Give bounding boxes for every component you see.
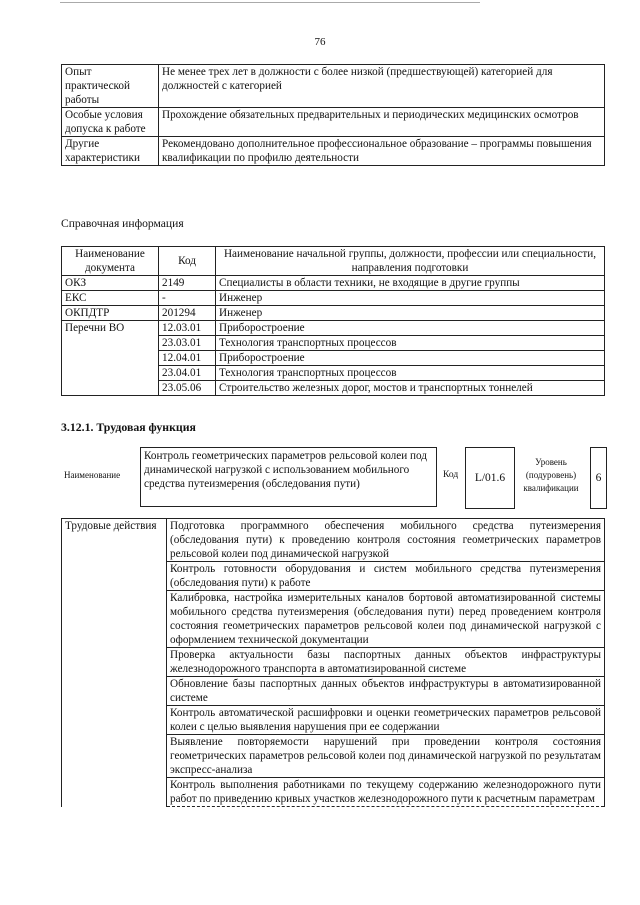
reference-caption: Справочная информация [61, 217, 184, 230]
top-rule [60, 2, 480, 3]
cell-name: Приборостроение [216, 321, 605, 336]
row-label: Опыт практической работы [62, 65, 159, 108]
table-row [62, 336, 605, 351]
action-item: Контроль выполнения работниками по текущему содержанию железнодорожного пути работ по приведению кривых участков железнодорожного пути к расчетным параметрам [167, 778, 605, 807]
labour-actions-table [61, 518, 605, 807]
page-number: 76 [314, 36, 326, 48]
cell-doc [62, 351, 159, 366]
cell-code: 201294 [159, 306, 216, 321]
function-name-box: Контроль геометрических параметров рельсовой колеи под динамической нагрузкой с использованием мобильного средства путеизмерения (обследования пути) [140, 447, 437, 507]
function-code-box: L/01.6 [465, 447, 515, 509]
qualification-level-box: 6 [590, 447, 607, 509]
cell-name: Инженер [216, 291, 605, 306]
table-row [62, 291, 605, 306]
header-name: Наименование начальной группы, должности, профессии или специальности, направления подготовки [216, 247, 605, 276]
cell-doc [62, 381, 159, 396]
action-item: Контроль автоматической расшифровки и оценки геометрических параметров рельсовой колеи с целью выявления нарушения при ее содержании [167, 706, 605, 735]
row-value: Прохождение обязательных предварительных и периодических медицинских осмотров [159, 108, 605, 137]
cell-doc: ОКПДТР [62, 306, 159, 321]
row-label: Особые условия допуска к работе [62, 108, 159, 137]
table-row [62, 65, 605, 108]
header-code: Код [159, 247, 216, 276]
cell-doc [62, 366, 159, 381]
action-item: Контроль готовности оборудования и систем мобильного средства путеизмерения (обследования пути) к работе [167, 562, 605, 591]
actions-label: Трудовые действия [62, 519, 167, 807]
function-name-label: Наименование [64, 470, 121, 480]
table-row [62, 306, 605, 321]
cell-doc: ЕКС [62, 291, 159, 306]
row-label: Другие характеристики [62, 137, 159, 166]
row-value: Не менее трех лет в должности с более низкой (предшествующей) категорией для должностей с категорией [159, 65, 605, 108]
row-value: Рекомендовано дополнительное профессиональное образование – программы повышения квалификации по профилю деятельности [159, 137, 605, 166]
table-row [62, 321, 605, 336]
cell-name: Приборостроение [216, 351, 605, 366]
cell-name: Технология транспортных процессов [216, 336, 605, 351]
function-code-label: Код [443, 470, 459, 480]
table-row [62, 351, 605, 366]
header-doc: Наименование документа [62, 247, 159, 276]
table-row [62, 137, 605, 166]
table-row [62, 519, 605, 562]
qualification-level-label: Уровень (подуровень) квалификации [523, 457, 579, 493]
cell-code: 12.04.01 [159, 351, 216, 366]
section-heading: 3.12.1. Трудовая функция [61, 420, 196, 434]
cell-name: Строительство железных дорог, мостов и транспортных тоннелей [216, 381, 605, 396]
table-row [62, 366, 605, 381]
cell-code: 23.04.01 [159, 366, 216, 381]
cell-name: Инженер [216, 306, 605, 321]
cell-doc: ОКЗ [62, 276, 159, 291]
action-item: Выявление повторяемости нарушений при проведении контроля состояния геометрических параметров рельсовой колеи под динамической нагрузкой по результатам экспресс-анализа [167, 735, 605, 778]
table-row [62, 276, 605, 291]
cell-code: 23.03.01 [159, 336, 216, 351]
action-item: Проверка актуальности базы паспортных данных объектов инфраструктуры железнодорожного транспорта в автоматизированной системе [167, 648, 605, 677]
cell-code: - [159, 291, 216, 306]
action-item: Калибровка, настройка измерительных каналов бортовой автоматизированной системы мобильного средства путеизмерения (обследования пути) перед проведением контроля состояния геометрических параметров рельсовой колеи под динамической нагрузкой с оформлением технической документации [167, 591, 605, 648]
cell-doc: Перечни ВО [62, 321, 159, 336]
table-header-row [62, 247, 605, 276]
cell-doc [62, 336, 159, 351]
reference-table [61, 246, 605, 396]
table-row [62, 108, 605, 137]
action-item: Подготовка программного обеспечения мобильного средства путеизмерения (обследования пути) к проведению контроля состояния геометрических параметров рельсовой колеи под динамической нагрузкой [167, 519, 605, 562]
cell-code: 12.03.01 [159, 321, 216, 336]
table-row [62, 381, 605, 396]
cell-code: 23.05.06 [159, 381, 216, 396]
action-item: Обновление базы паспортных данных объектов инфраструктуры в автоматизированной системе [167, 677, 605, 706]
cell-code: 2149 [159, 276, 216, 291]
qualification-table [61, 64, 605, 166]
cell-name: Специалисты в области техники, не входящие в другие группы [216, 276, 605, 291]
cell-name: Технология транспортных процессов [216, 366, 605, 381]
